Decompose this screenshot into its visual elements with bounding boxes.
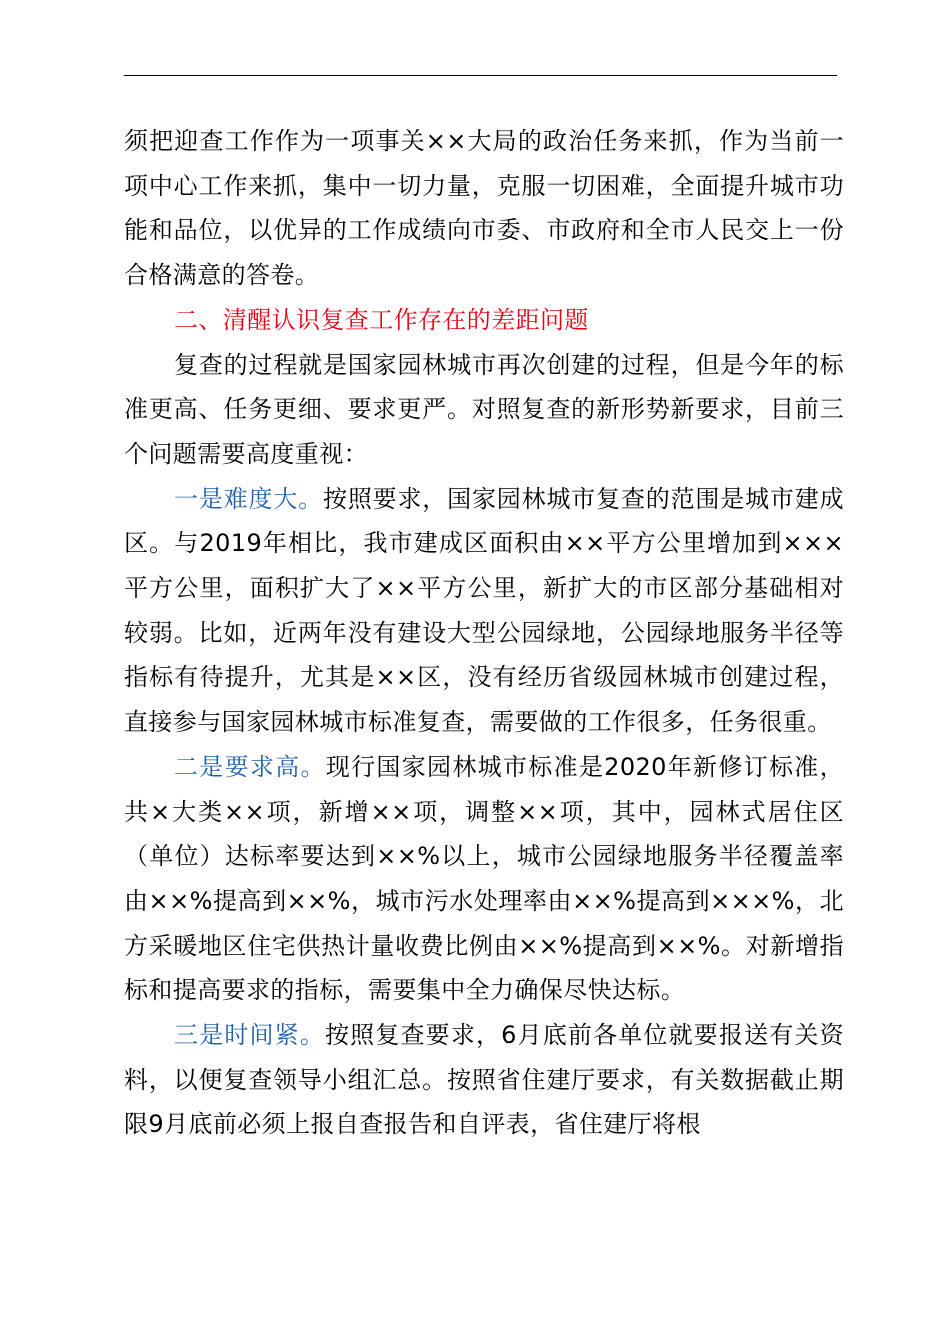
paragraph-text: 须把迎查工作作为一项事关××大局的政治任务来抓，作为当前一项中心工作来抓，集中一切力量，克服一切困难，全面提升城市功能和品位，以优异的工作成绩向市委、市政府和全市人民交上一份合格满意的答卷。 [124, 127, 844, 290]
point-lead: 二是要求高。 [174, 752, 326, 781]
point-lead: 三是时间紧。 [174, 1021, 325, 1050]
point-lead: 一是难度大。 [174, 484, 323, 513]
paragraph-text: 按照要求，国家园林城市复查的范围是城市建成区。与2019年相比，我市建成区面积由××平方公里增加到×××平方公里，面积扩大了××平方公里，新扩大的市区部分基础相对较弱。比如，近两年没有建设大型公园绿地，公园绿地服务半径等指标有待提升，尤其是××区，没有经历省级园林城市创建过程，直接参与国家园林城市标准复查，需要做的工作很多，任务很重。 [124, 484, 844, 737]
section-heading-text: 二、清醒认识复查工作存在的差距问题 [174, 305, 589, 334]
paragraph-point-1 [124, 477, 844, 745]
paragraph-text: 复查的过程就是国家园林城市再次创建的过程，但是今年的标准更高、任务更细、要求更严。对照复查的新形势新要求，目前三个问题需要高度重视： [124, 350, 844, 468]
document-body [124, 119, 844, 1147]
section-heading [124, 298, 844, 343]
paragraph-text: 现行国家园林城市标准是2020年新修订标准，共×大类××项，新增××项，调整××项，其中，园林式居住区（单位）达标率要达到××%以上，城市公园绿地服务半径覆盖率由××%提高到××%，城市污水处理率由××%提高到×××%，北方采暖地区住宅供热计量收费比例由××%提高到××%。对新增指标和提高要求的指标，需要集中全力确保尽快达标。 [124, 752, 844, 1005]
paragraph-text: 按照复查要求，6月底前各单位就要报送有关资料，以便复查领导小组汇总。按照省住建厅要求，有关数据截止期限9月底前必须上报自查报告和自评表，省住建厅将根 [124, 1021, 844, 1139]
paragraph-point-2 [124, 745, 844, 1013]
header-rule [124, 75, 837, 76]
paragraph-point-3 [124, 1013, 844, 1147]
paragraph-intro [124, 343, 844, 477]
paragraph-continuation [124, 119, 844, 298]
